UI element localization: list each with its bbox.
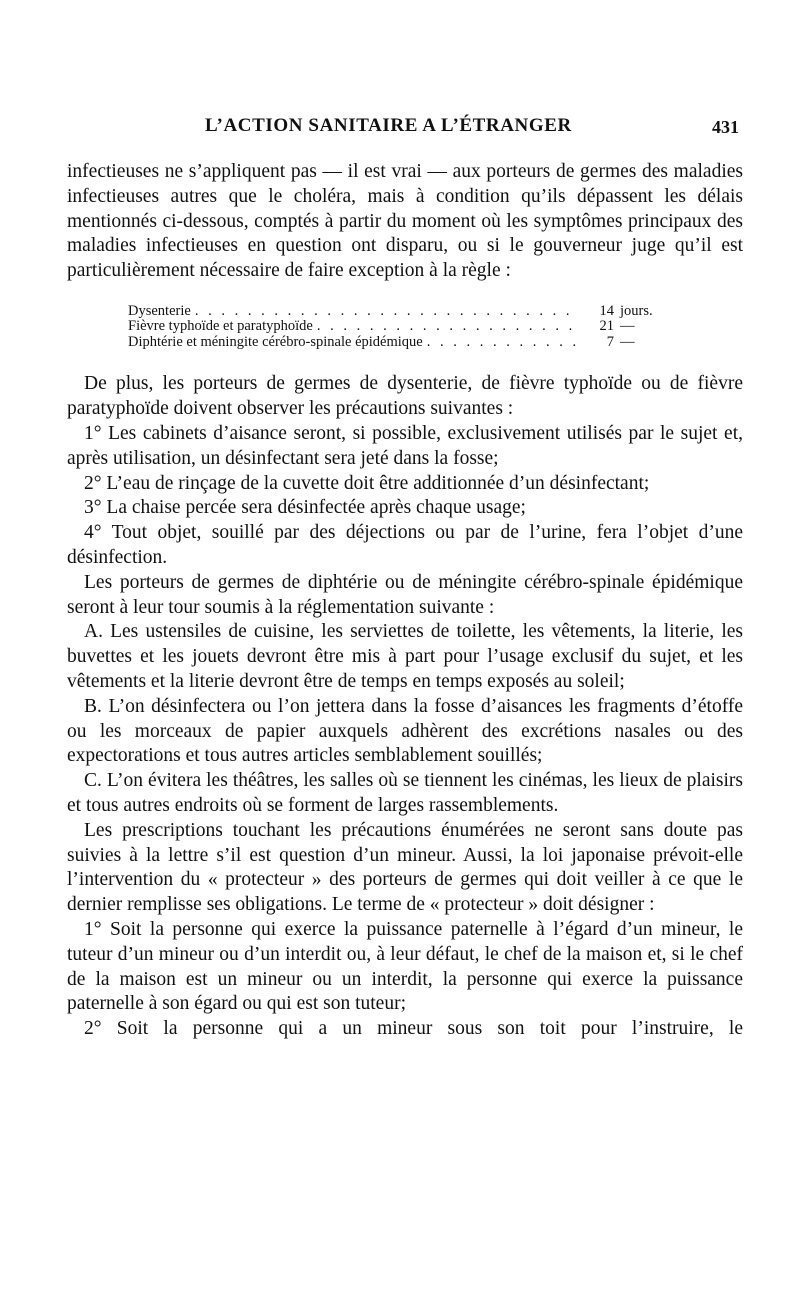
days-unit: — — [620, 333, 635, 350]
paragraph-continued: infectieuses ne s’appliquent pas — il est vrai — aux porteurs de germes des maladies infectieuses autres que le choléra, mais à condition qu’ils dépassent les délais mentionnés ci-dessous, comptés à partir du moment où les symptômes principaux des maladies infectieuses en question ont disparu, ou si le gouverneur juge qu’il est particulièrement nécessaire de faire exception à la règle : — [67, 161, 743, 282]
disease-name: Diphtérie et méningite cérébro-spinale épidémique — [128, 333, 423, 350]
paragraph: Les porteurs de germes de diphtérie ou de méningite cérébro-spinale épidémique seront à leur tour soumis à la réglementation suivante : — [67, 571, 743, 618]
days-unit: jours. — [620, 302, 653, 319]
table-row — [128, 304, 676, 320]
days-unit: — — [620, 318, 635, 335]
disease-name: Dysenterie — [128, 302, 191, 319]
list-item-2: 2° L’eau de rinçage de la cuvette doit être additionnée d’un désinfectant; — [84, 472, 650, 494]
list-item-1: 1° Soit la personne qui exerce la puissance paternelle à l’égard d’un mineur, le tuteur d’un mineur ou d’un interdit ou, à leur défaut, le chef de la maison et, si le chef de la maison est un mineur ou un interdit, la personne qui exerce la puissance paternelle à son égard ou qui est son tuteur; — [67, 919, 743, 1015]
running-title: L’ACTION SANITAIRE A L’ÉTRANGER — [205, 115, 572, 136]
table-row — [128, 335, 676, 351]
days-value: 7 — [606, 333, 614, 350]
table-row — [128, 319, 676, 335]
page-body — [67, 160, 743, 1042]
disease-name: Fièvre typhoïde et paratyphoïde — [128, 318, 313, 335]
isolation-delays-table — [128, 304, 676, 351]
list-item-a: A. Les ustensiles de cuisine, les serviettes de toilette, les vêtements, la literie, les buvettes et les jouets devront être mis à part pour l’usage exclusif du sujet, et les vêtements et la literie devront être de temps en temps exposés au soleil; — [67, 621, 743, 693]
days-value: 14 — [599, 302, 614, 319]
paragraph: Les prescriptions touchant les précautions énumérées ne seront sans doute pas suivies à la lettre s’il est question d’un mineur. Aussi, la loi japonaise prévoit-elle l’intervention du « protecteur » des porteurs de germes qui doit veiller à ce que le dernier remplisse ses obligations. Le terme de « protecteur » doit désigner : — [67, 819, 743, 916]
page-number: 431 — [712, 117, 739, 137]
list-item-2: 2° Soit la personne qui a un mineur sous son toit pour l’instruire, le — [84, 1018, 743, 1040]
dot-leader — [195, 304, 576, 320]
list-item-b: B. L’on désinfectera ou l’on jettera dans la fosse d’aisances les fragments d’étoffe ou les morceaux de papier auxquels adhèrent des excrétions nasales ou des expectorations et tous autres articles semblablement souillés; — [67, 695, 743, 767]
list-item-1: 1° Les cabinets d’aisance seront, si possible, exclusivement utilisés par le sujet et, après utilisation, un désinfectant sera jeté dans la fosse; — [67, 423, 743, 469]
dot-leader — [427, 335, 576, 351]
list-item-3: 3° La chaise percée sera désinfectée après chaque usage; — [84, 497, 526, 519]
days-value: 21 — [599, 318, 614, 335]
page-header — [0, 115, 800, 145]
list-item-c: C. L’on évitera les théâtres, les salles où se tiennent les cinémas, les lieux de plaisirs et tous autres endroits où se forment de larges rassemblements. — [67, 770, 743, 817]
paragraph: De plus, les porteurs de germes de dysenterie, de fièvre typhoïde ou de fièvre paratyphoïde doivent observer les précautions suivantes : — [67, 373, 743, 420]
dot-leader — [317, 319, 576, 335]
list-item-4: 4° Tout objet, souillé par des déjections ou par de l’urine, fera l’objet d’une désinfection. — [67, 522, 743, 569]
